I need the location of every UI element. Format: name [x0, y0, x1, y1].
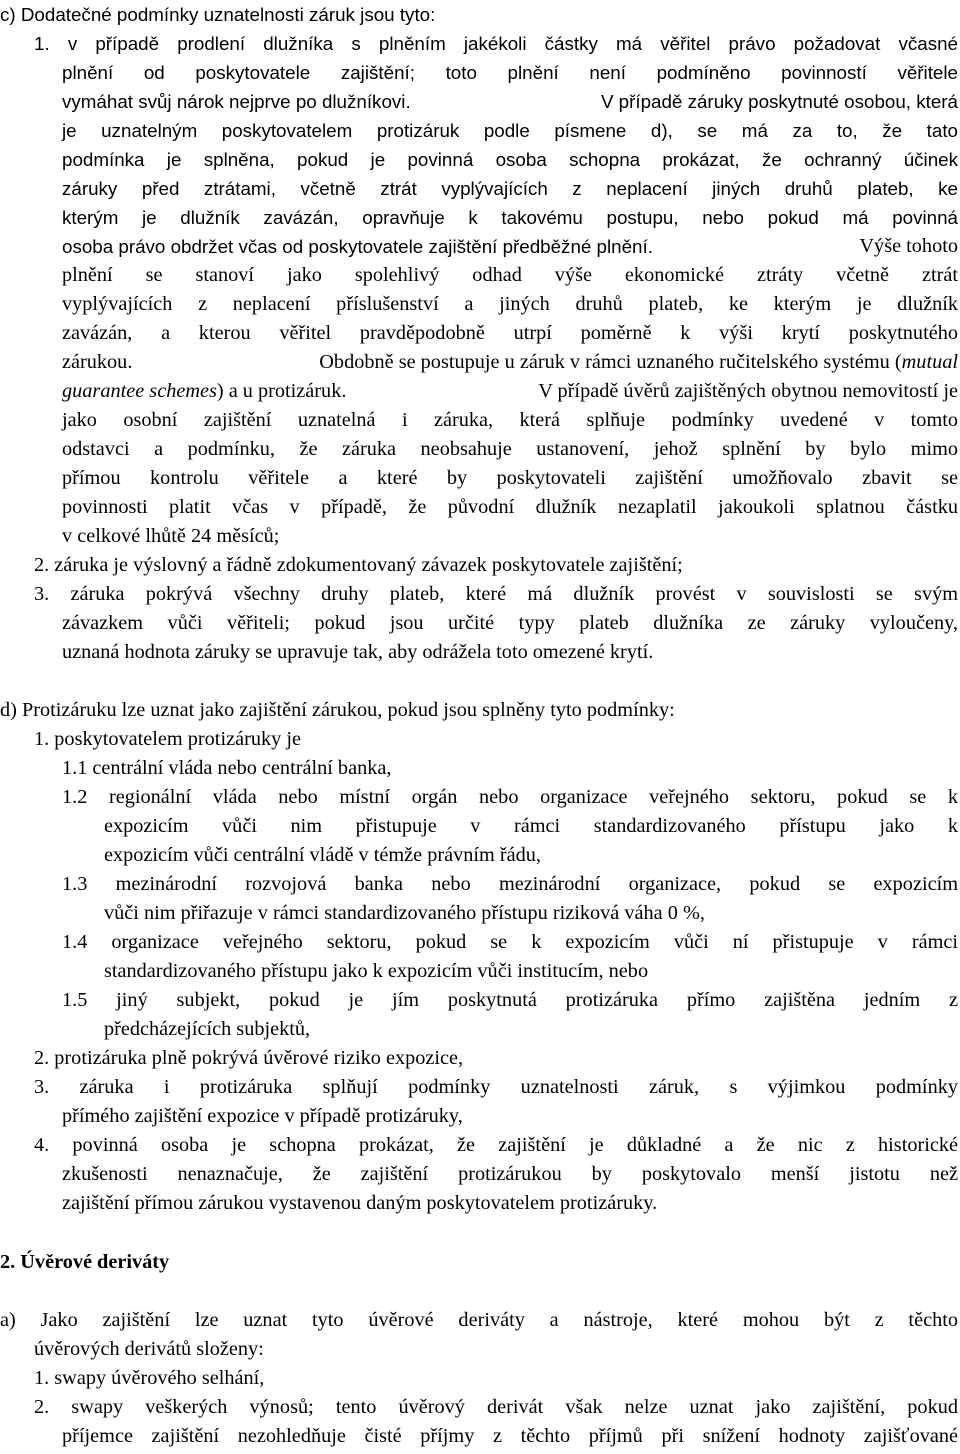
section-c-item1-line: povinnosti platit včas v případě, že původní dlužník nezaplatil jakoukoli splatnou částku: [62, 496, 958, 518]
section-c-item1-line: osoba právo obdržet včas od poskytovatele zajištění předběžné plnění. Výše tohoto: [62, 235, 958, 257]
section-d-item1: 1. poskytovatelem protizáruky je: [34, 728, 301, 750]
section-2-a-line: úvěrových derivátů složeny:: [34, 1338, 264, 1360]
section-d-heading: d) Protizáruku lze uznat jako zajištění zárukou, pokud jsou splněny tyto podmínky:: [0, 699, 675, 721]
section-c-item1-line: jako osobní zajištění uznatelná i záruka, která splňuje podmínky uvedené v tomto: [62, 409, 958, 431]
section-d-sub-1-3-line: 1.3 mezinárodní rozvojová banka nebo mezinárodní organizace, pokud se expozicím: [62, 873, 958, 895]
section-d-item4-line: 4. povinná osoba je schopna prokázat, že zajištění je důkladné a že nic z historické: [34, 1134, 958, 1156]
section-d-sub-1-5-line: 1.5 jiný subjekt, pokud je jím poskytnutá protizáruka přímo zajištěna jedním z: [62, 989, 958, 1011]
section-2-item1: 1. swapy úvěrového selhání,: [34, 1367, 265, 1389]
section-2-item2-line: 2. swapy veškerých výnosů; tento úvěrový derivát však nelze uznat jako zajištění, pokud: [34, 1396, 958, 1418]
section-2-a-line: a) Jako zajištění lze uznat tyto úvěrové deriváty a nástroje, které mohou být z těchto: [0, 1309, 958, 1331]
section-d-sub-1-2-line: expozicím vůči centrální vládě v témže právním řádu,: [104, 844, 541, 866]
section-d-item4-line: zajištění přímou zárukou vystavenou daným poskytovatelem protizáruky.: [62, 1192, 658, 1214]
section-d-sub-1-2-line: 1.2 regionální vláda nebo místní orgán nebo organizace veřejného sektoru, pokud se k: [62, 786, 958, 808]
section-d-sub-1-1: 1.1 centrální vláda nebo centrální banka,: [62, 757, 392, 779]
section-c-heading: c) Dodatečné podmínky uznatelnosti záruk jsou tyto:: [0, 4, 436, 25]
section-c-item1-line: záruky před ztrátami, včetně ztrát vyplývajících z neplacení jiných druhů plateb, ke: [62, 178, 958, 199]
section-c-item1-line: přímou kontrolu věřitele a které by poskytovateli zajištění umožňovalo zbavit se: [62, 467, 958, 489]
section-c-item3-line: uznaná hodnota záruky se upravuje tak, aby odrážela toto omezené krytí.: [62, 641, 654, 663]
section-c-item1-line: odstavci a podmínku, že záruka neobsahuje ustanovení, jehož splnění by bylo mimo: [62, 438, 958, 460]
section-c-item1-line: vyplývajících z neplacení příslušenství a jiných druhů plateb, ke kterým je dlužník: [62, 293, 958, 315]
section-c-item2: 2. záruka je výslovný a řádně zdokumentovaný závazek poskytovatele zajištění;: [34, 554, 683, 576]
section-c-item1-line: plnění se stanoví jako spolehlivý odhad výše ekonomické ztráty včetně ztrát: [62, 264, 958, 286]
section-2-heading: 2. Úvěrové deriváty: [0, 1251, 170, 1273]
section-d-item3-line: 3. záruka i protizáruka splňují podmínky uznatelnosti záruk, s výjimkou podmínky: [34, 1076, 958, 1098]
section-c-item1-line: zavázán, a kterou věřitel pravděpodobně utrpí poměrně k výši krytí poskytnutého: [62, 322, 958, 344]
section-d-item4-line: zkušenosti nenaznačuje, že zajištění protizárukou by poskytovalo menší jistotu než: [62, 1163, 958, 1185]
section-c-item1-line: je uznatelným poskytovatelem protizáruk podle písmene d), se má za to, že tato: [62, 120, 958, 141]
section-d-sub-1-2-line: expozicím vůči nim přistupuje v rámci standardizovaného přístupu jako k: [104, 815, 958, 837]
section-d-item3-line: přímého zajištění expozice v případě protizáruky,: [62, 1105, 463, 1127]
section-c-item3-line: závazkem vůči věřiteli; pokud jsou určité typy plateb dlužníka ze záruky vyloučeny,: [62, 612, 958, 634]
section-c-item1-line: kterým je dlužník zavázán, opravňuje k takovému postupu, nebo pokud má povinná: [62, 207, 958, 228]
section-d-sub-1-4-line: standardizovaného přístupu jako k expozicím vůči institucím, nebo: [104, 960, 649, 982]
section-d-sub-1-4-line: 1.4 organizace veřejného sektoru, pokud se k expozicím vůči ní přistupuje v rámci: [62, 931, 958, 953]
section-d-sub-1-3-line: vůči nim přiřazuje v rámci standardizovaného přístupu riziková váha 0 %,: [104, 902, 705, 924]
section-c-item1-line: vymáhat svůj nárok nejprve po dlužníkovi. V případě záruky poskytnuté osobou, která: [62, 91, 958, 112]
section-c-item1-line: guarantee schemes) a u protizáruk. V případě úvěrů zajištěných obytnou nemovitostí je: [62, 380, 958, 402]
section-2-item2-line: příjemce zajištění nezohledňuje čisté příjmy z těchto příjmů při snížení hodnoty zajišťované: [62, 1425, 958, 1447]
section-c-item1-line: podmínka je splněna, pokud je povinná osoba schopna prokázat, že ochranný účinek: [62, 149, 958, 170]
section-c-item1-line: plnění od poskytovatele zajištění; toto plnění není podmíněno povinností věřitele: [62, 62, 958, 83]
section-c-item1-line: 1. v případě prodlení dlužníka s plněním jakékoli částky má věřitel právo požadovat včasné: [34, 33, 958, 54]
section-c-item3-line: 3. záruka pokrývá všechny druhy plateb, které má dlužník provést v souvislosti se svým: [34, 583, 958, 605]
section-d-item2: 2. protizáruka plně pokrývá úvěrové riziko expozice,: [34, 1047, 464, 1069]
section-c-item1-line: zárukou. Obdobně se postupuje u záruk v rámci uznaného ručitelského systému (mutual: [62, 351, 958, 373]
section-d-sub-1-5-line: předcházejících subjektů,: [104, 1018, 311, 1040]
section-c-item1-line: v celkové lhůtě 24 měsíců;: [62, 525, 280, 547]
